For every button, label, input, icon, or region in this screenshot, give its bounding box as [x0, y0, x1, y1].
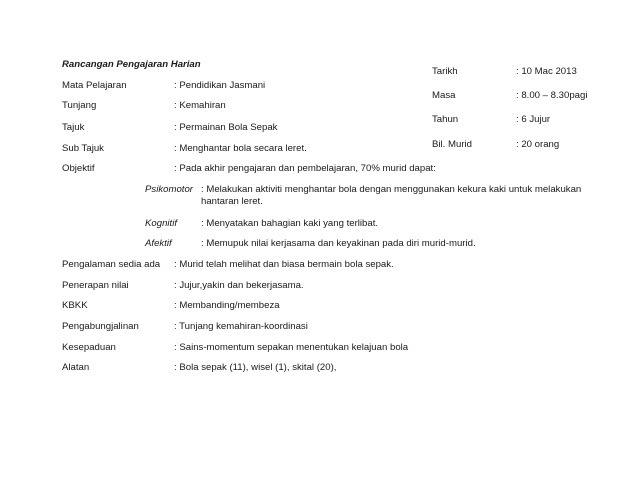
afektif-domain: Afektif [145, 238, 172, 249]
kognitif-domain: Kognitif [145, 218, 177, 229]
tajuk-label: Tajuk [62, 122, 85, 133]
tunjang-value: : Kemahiran [174, 100, 226, 111]
pengabungjalinan-label: Pengabungjalinan [62, 321, 139, 332]
kesepaduan-value: : Sains-momentum sepakan menentukan kelajuan bola [174, 342, 409, 353]
afektif-text: : Memupuk nilai kerjasama dan keyakinan pada diri murid-murid. [201, 238, 476, 249]
alatan-value: : Bola sepak (11), wisel (1), skital (20), [174, 362, 337, 373]
tarikh-value: : 10 Mac 2013 [516, 66, 577, 77]
kbkk-label: KBKK [62, 300, 88, 311]
tunjang-label: Tunjang [62, 100, 97, 111]
sub-tajuk-label: Sub Tajuk [62, 143, 104, 154]
tarikh-label: Tarikh [432, 66, 458, 77]
kognitif-text: : Menyatakan bahagian kaki yang terlibat. [201, 218, 379, 229]
objektif-label: Objektif [62, 163, 95, 174]
kesepaduan-label: Kesepaduan [62, 342, 116, 353]
bil-murid-label: Bil. Murid [432, 139, 472, 150]
tahun-value: : 6 Jujur [516, 114, 551, 125]
kbkk-value: : Membanding/membeza [174, 300, 280, 311]
pengalaman-value: : Murid telah melihat dan biasa bermain bola sepak. [174, 259, 394, 270]
tahun-label: Tahun [432, 114, 459, 125]
psikomotor-domain: Psikomotor [145, 184, 193, 195]
psikomotor-text: : Melakukan aktiviti menghantar bola dengan menggunakan kekura kaki untuk melakukan hantaran leret. [201, 184, 582, 207]
objektif-value: : Pada akhir pengajaran dan pembelajaran, 70% murid dapat: [174, 163, 436, 174]
mata-pelajaran-label: Mata Pelajaran [62, 80, 127, 91]
alatan-label: Alatan [62, 362, 90, 373]
sub-tajuk-value: : Menghantar bola secara leret. [174, 143, 307, 154]
bil-murid-value: : 20 orang [516, 139, 560, 150]
pengabungjalinan-value: : Tunjang kemahiran-koordinasi [174, 321, 308, 332]
pengalaman-label: Pengalaman sedia ada [62, 259, 161, 270]
mata-pelajaran-value: : Pendidikan Jasmani [174, 80, 266, 91]
masa-value: : 8.00 – 8.30pagi [516, 90, 588, 101]
document-title: Rancangan Pengajaran Harian [62, 59, 201, 70]
tajuk-value: : Permainan Bola Sepak [174, 122, 278, 133]
penerapan-value: : Jujur,yakin dan bekerjasama. [174, 280, 304, 291]
masa-label: Masa [432, 90, 456, 101]
penerapan-label: Penerapan nilai [62, 280, 129, 291]
